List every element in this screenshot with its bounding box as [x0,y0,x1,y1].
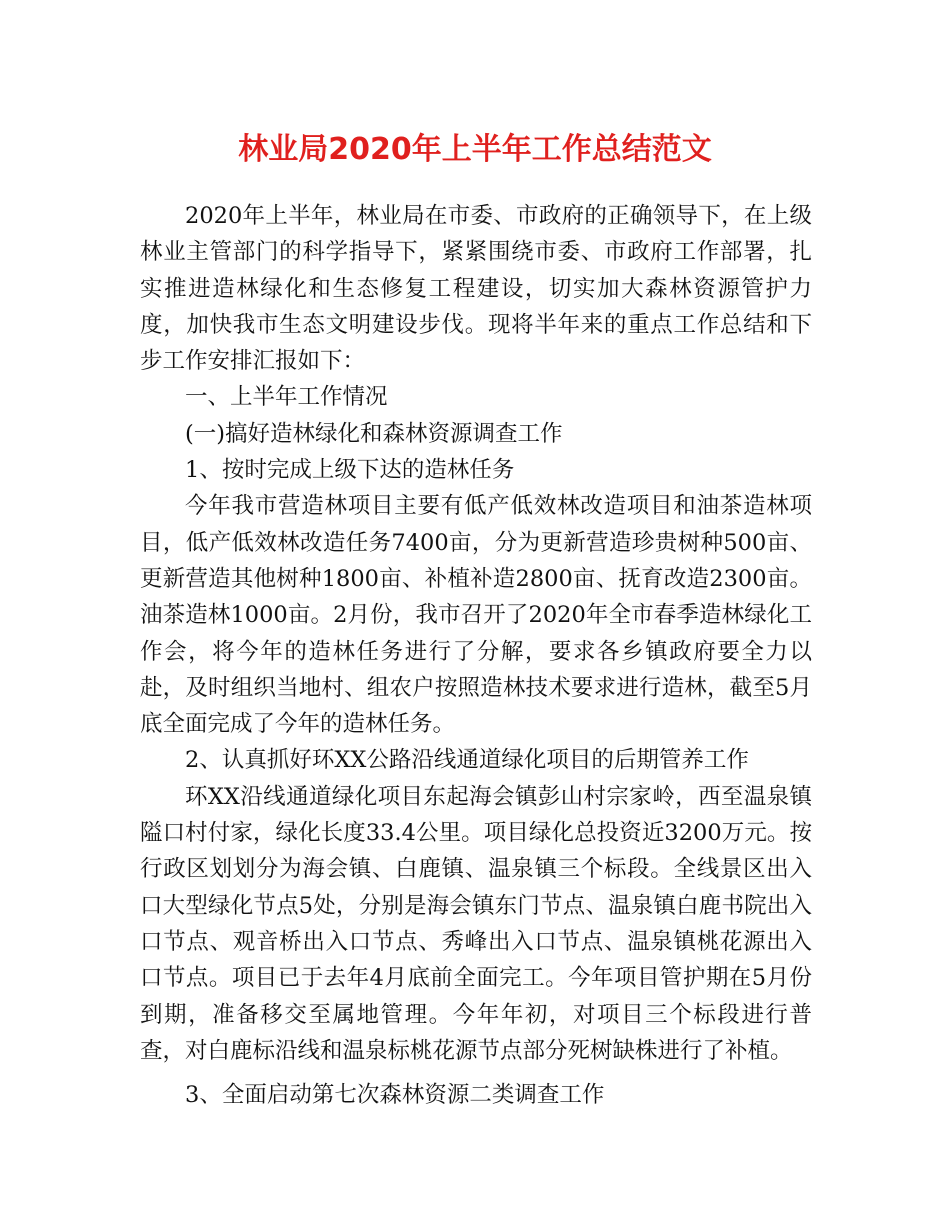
paragraph-greening-project: 环XX沿线通道绿化项目东起海会镇彭山村宗家岭，西至温泉镇隘口村付家，绿化长度33.4公里。项目绿化总投资近3200万元。按行政区划划分为海会镇、白鹿镇、温泉镇三个标段。全线景区出入口大型绿化节点5处，分别是海会镇东门节点、温泉镇白鹿书院出入口节点、观音桥出入口节点、秀峰出入口节点、温泉镇桃花源出入口节点。项目已于去年4月底前全面完工。今年项目管护期在5月份到期，准备移交至属地管理。今年年初，对项目三个标段进行普查，对白鹿标沿线和温泉标桃花源节点部分死树缺株进行了补植。 [140,783,812,1064]
heading-item-3: 3、全面启动第七次森林资源二类调查工作 [185,1082,605,1109]
heading-item-1: 1、按时完成上级下达的造林任务 [185,457,515,484]
paragraph-intro: 2020年上半年，林业局在市委、市政府的正确领导下，在上级林业主管部门的科学指导下，紧紧围绕市委、市政府工作部署，扎实推进造林绿化和生态修复工程建设，切实加大森林资源管护力度，加快我市生态文明建设步伐。现将半年来的重点工作总结和下步工作安排汇报如下： [140,203,812,375]
document-body [140,198,812,1113]
heading-item-2: 2、认真抓好环XX公路沿线通道绿化项目的后期管养工作 [185,747,749,774]
document-title: 林业局2020年上半年工作总结范文 [238,132,712,167]
paragraph-afforestation: 今年我市营造林项目主要有低产低效林改造项目和油茶造林项目，低产低效林改造任务7400亩，分为更新营造珍贵树种500亩、更新营造其他树种1800亩、补植补造2800亩、抚育改造2300亩。油茶造林1000亩。2月份，我市召开了2020年全市春季造林绿化工作会，将今年的造林任务进行了分解，要求各乡镇政府要全力以赴，及时组织当地村、组农户按照造林技术要求进行造林，截至5月底全面完成了今年的造林任务。 [140,493,812,738]
heading-section-1: 一、上半年工作情况 [185,384,388,411]
heading-subsection-1: (一)搞好造林绿化和森林资源调查工作 [185,420,563,447]
